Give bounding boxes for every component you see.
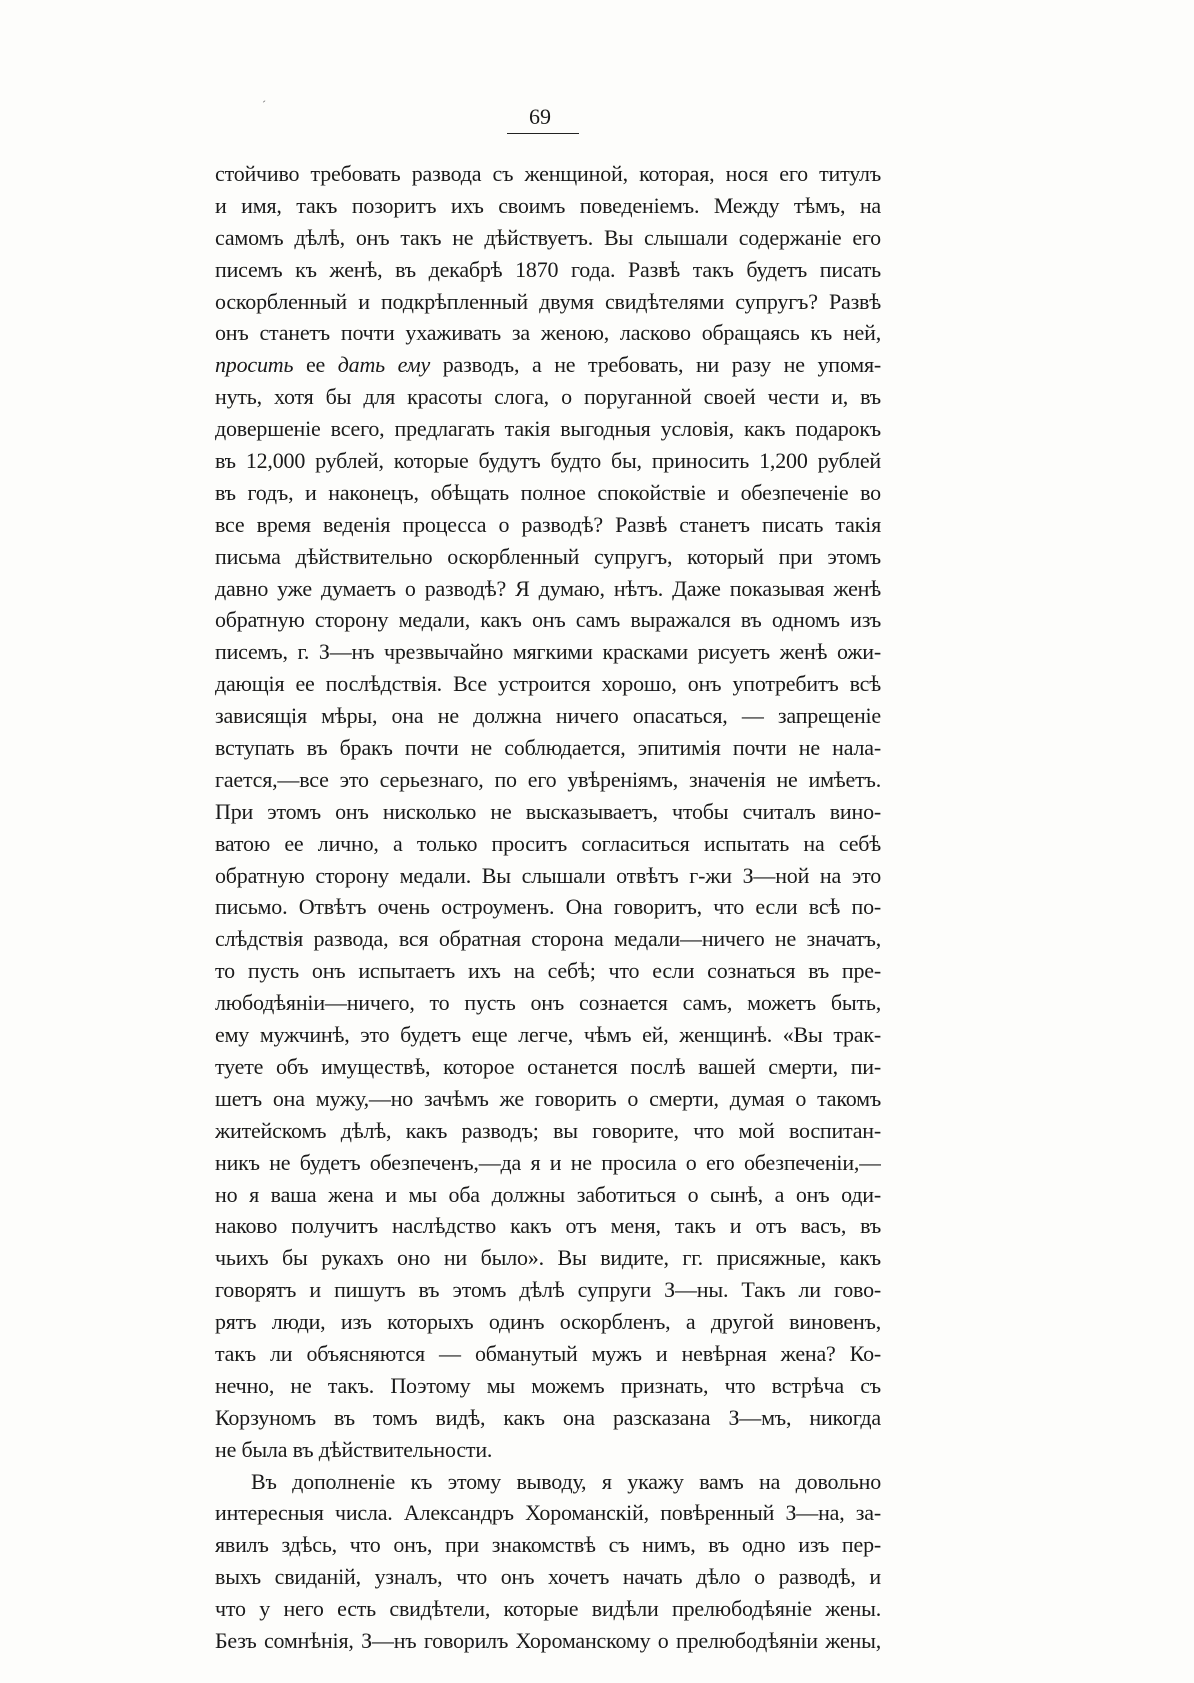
emphasis-text: просить [215, 352, 294, 378]
text-line: выхъ свиданій, узналъ, что онъ хочетъ начать дѣло о разводѣ, и [215, 1564, 881, 1590]
text-line: житейскомъ дѣлѣ, какъ разводъ; вы говорите, что мой воспитан- [215, 1117, 881, 1143]
text-line: шетъ она мужу,—но зачѣмъ же говорить о смерти, думая о такомъ [215, 1085, 881, 1111]
text-line: говорятъ и пишутъ въ этомъ дѣлѣ супруги З—ны. Такъ ли гово- [215, 1277, 881, 1303]
text-line: стойчиво требовать развода съ женщиной, которая, нося его титулъ [215, 161, 881, 186]
text-line-mixed [215, 349, 881, 381]
text-line: рятъ люди, изъ которыхъ одинъ оскорбленъ, а другой виновенъ, [215, 1309, 881, 1335]
text-line: обратную сторону медали, какъ онъ самъ выражался въ одномъ изъ [215, 607, 881, 633]
text-line: любодѣяніи—ничего, то пусть онъ сознается самъ, можетъ быть, [215, 990, 881, 1016]
paragraph-end-line: не была въ дѣйствительности. [215, 1436, 493, 1462]
text-line: Корзуномъ въ томъ видѣ, какъ она разсказана З—мъ, никогда [215, 1404, 881, 1430]
text-line: туете объ имуществѣ, которое останется послѣ вашей смерти, пи- [215, 1053, 881, 1079]
text-line: При этомъ онъ нисколько не высказываетъ, чтобы считалъ вино- [215, 798, 881, 824]
text-line: такъ ли объясняются — обманутый мужъ и невѣрная жена? Ко- [215, 1340, 881, 1366]
text-line: слѣдствія развода, вся обратная сторона медали—ничего не значатъ, [215, 926, 881, 952]
text-fragment: разводъ, а не требовать, ни разу не упомя- [430, 352, 881, 378]
text-line: что у него есть свидѣтели, которые видѣли прелюбодѣяніе жены. [215, 1596, 881, 1622]
body-text [215, 158, 881, 1657]
page-number-rule [507, 133, 579, 134]
text-line: никъ не будетъ обезпеченъ,—да я и не просила о его обезпеченіи,— [215, 1149, 881, 1175]
text-line: нуть, хотя бы для красоты слога, о поруганной своей чести и, въ [215, 384, 881, 410]
text-line: довершеніе всего, предлагать такія выгодныя условія, какъ подарокъ [215, 416, 881, 442]
text-line: ему мужчинѣ, это будетъ еще легче, чѣмъ ей, женщинѣ. «Вы трак- [215, 1022, 881, 1048]
text-line: обратную сторону медали. Вы слышали отвѣтъ г-жи З—ной на это [215, 862, 881, 888]
text-line: дающія ее послѣдствія. Все устроится хорошо, онъ употребитъ всѣ [215, 671, 881, 697]
text-line: зависящія мѣры, она не должна ничего опасаться, — запрещеніе [215, 703, 881, 729]
text-line: самомъ дѣлѣ, онъ такъ не дѣйствуетъ. Вы слышали содержаніе его [215, 224, 881, 250]
text-line: интересныя числа. Александръ Хороманскій, повѣренный З—на, за- [215, 1500, 881, 1526]
text-line: оскорбленный и подкрѣпленный двумя свидѣтелями супругъ? Развѣ [215, 288, 881, 314]
emphasis-text: дать ему [337, 352, 431, 378]
text-line: то пусть онъ испытаетъ ихъ на себѣ; что если сознаться въ пре- [215, 958, 881, 984]
text-line: вступать въ бракъ почти не соблюдается, эпитимія почти не нала- [215, 735, 881, 761]
text-line: Безъ сомнѣнія, З—нъ говорилъ Хороманскому о прелюбодѣяніи жены, [215, 1627, 881, 1653]
margin-mark: ˊ [262, 98, 266, 112]
text-line: онъ станетъ почти ухаживать за женою, ласково обращаясь къ ней, [215, 320, 881, 346]
text-line: гается,—все это серьезнаго, по его увѣреніямъ, значенія не имѣетъ. [215, 766, 881, 792]
text-line: нечно, не такъ. Поэтому мы можемъ признать, что встрѣча съ [215, 1372, 881, 1398]
text-line: писемъ, г. З—нъ чрезвычайно мягкими красками рисуетъ женѣ ожи- [215, 639, 881, 665]
text-line: явилъ здѣсь, что онъ, при знакомствѣ съ нимъ, въ одно изъ пер- [215, 1532, 881, 1558]
text-line: но я ваша жена и мы оба должны заботиться о сынѣ, а онъ оди- [215, 1181, 881, 1207]
text-fragment: ее [293, 352, 338, 378]
text-line: въ 12,000 рублей, которые будутъ будто бы, приносить 1,200 рублей [215, 448, 881, 474]
text-line: письмо. Отвѣтъ очень остроуменъ. Она говоритъ, что если всѣ по- [215, 894, 881, 920]
text-line: все время веденія процесса о разводѣ? Развѣ станетъ писать такія [215, 511, 881, 537]
text-line: и имя, такъ позоритъ ихъ своимъ поведеніемъ. Между тѣмъ, на [215, 192, 881, 218]
text-line: давно уже думаетъ о разводѣ? Я думаю, нѣтъ. Даже показывая женѣ [215, 575, 881, 601]
text-line: письма дѣйствительно оскорбленный супругъ, который при этомъ [215, 543, 881, 569]
text-line: наково получитъ наслѣдство какъ отъ меня, такъ и отъ васъ, въ [215, 1213, 881, 1239]
text-line: ватою ее лично, а только проситъ согласиться испытать на себѣ [215, 830, 881, 856]
text-line: чьихъ бы рукахъ оно ни было». Вы видите, гг. присяжные, какъ [215, 1245, 881, 1271]
paragraph-start-line: Въ дополненіе къ этому выводу, я укажу вамъ на довольно [251, 1468, 881, 1494]
page-number: 69 [529, 104, 551, 129]
text-line: писемъ къ женѣ, въ декабрѣ 1870 года. Развѣ такъ будетъ писать [215, 256, 881, 282]
text-line: въ годъ, и наконецъ, обѣщать полное спокойствіе и обезпеченіе во [215, 479, 881, 505]
